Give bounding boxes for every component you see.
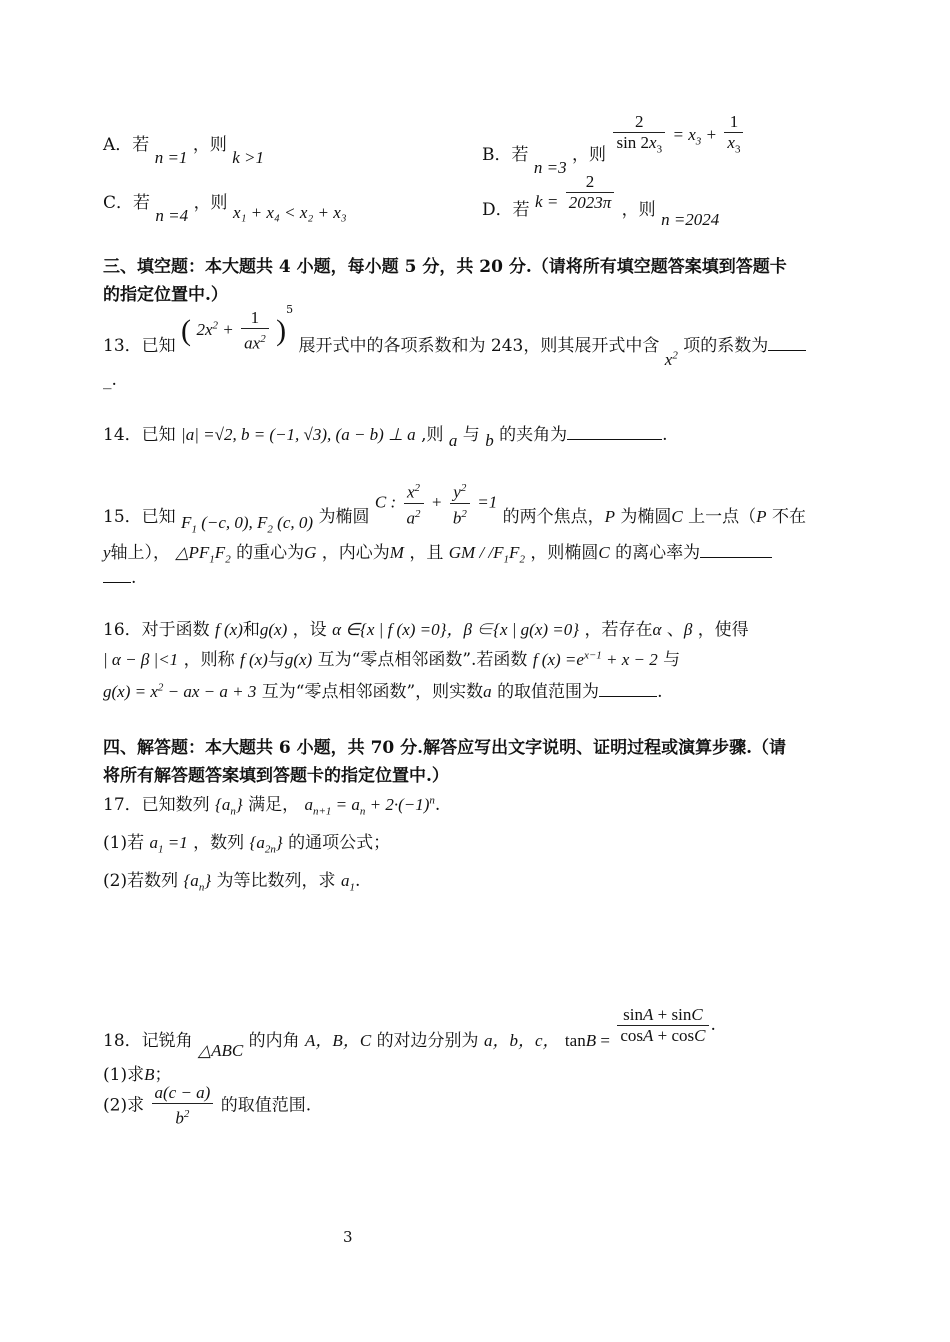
question-15: 15．已知 $F_1$ (−c, 0), $F_2$ (c, 0) 为椭圆 C : $\frac{x^2}{a^2}$ + $\frac{y^2}{b^2}$ =1 的两个焦点，P 为椭圆C 上一点（P 不在 (103, 478, 806, 528)
question-18-part1: (1)求B； (103, 1065, 172, 1085)
section-4-heading: 四、解答题：本大题共 6 小题，共 70 分.解答应写出文字说明、证明过程或演算步骤.（请 (103, 738, 786, 758)
question-15-line2: y轴上）， $\triangle PF_1F_2$ 的重心为G ，内心为M ，且 GM / $/F_1F_2$ ，则椭圆C 的离心率为 (103, 538, 772, 565)
option-b: B．若 n =3 ，则 $\frac{2}{\sin 2x_3}$ = $x_3$ + $\frac{1}{x_3}$ (482, 112, 745, 159)
question-17-part1: (1)若 $a_1 =1$ ，数列 $\{a_{2n}\}$ 的通项公式； (103, 833, 391, 856)
question-16-line2: | α − β |<1 ，则称 f (x)与g(x) 互为“零点相邻函数”.若函数 f $(x) =e^{x-1} + x - 2$ 与 (103, 649, 681, 670)
question-14: 14．已知 |a| =√2, b = (−1, √3), (a − b) ⊥ a ,则 a 与 b 的夹角为 . (103, 425, 668, 450)
question-16-line3: $g(x) = x^2$ − ax − a + 3 互为“零点相邻函数”，则实数a 的取值范围为 . (103, 681, 663, 702)
answer-blank-15[interactable] (700, 543, 772, 558)
answer-blank-16[interactable] (599, 682, 657, 697)
question-17: 17．已知数列 $\{a_n\}$ 满足， $a_{n+1} = a_n + 2\cdot(-1)^n$. (103, 794, 441, 818)
answer-blank-14[interactable] (567, 425, 662, 440)
question-17-part2: (2)若数列 $\{a_n\}$ 为等比数列，求 $a_1$. (103, 871, 361, 894)
section-3-heading-2: 的指定位置中.） (103, 285, 228, 305)
option-a-result: k >1 (232, 148, 265, 167)
option-c-result: x₁ + x₄ < x₂ + x₃ (232, 203, 347, 222)
question-18: 18．记锐角 △ABC 的内角 A，B，C 的对边分别为 a，b，c， tanB = $\frac{\sin A + \sin C}{\cos A + \cos C}$ . (103, 1005, 716, 1060)
page-number: 3 (343, 1228, 353, 1246)
option-c: C．若 n =4 ，则 x₁ + x₄ < x₂ + x₃ (103, 193, 347, 225)
section-4-heading-2: 将所有解答题答案填到答题卡的指定位置中.） (103, 766, 449, 786)
question-16: 16．对于函数 f (x)和g(x) ，设 α ∈{x | f (x) =0}，β ∈{x | g(x) =0} ，若存在α 、β ，使得 (103, 620, 749, 640)
option-a-condition: n =1 (154, 148, 188, 167)
section-3-heading: 三、填空题：本大题共 4 小题，每小题 5 分，共 20 分.（请将所有填空题答案填到答题卡 (103, 257, 787, 277)
question-18-part2: (2)求 $\frac{a(c - a)}{b^2}$ 的取值范围. (103, 1083, 312, 1128)
question-13: 13．已知 ( $2x^2$ + $\frac{1}{ax^2}$ )$^5$ 展开式中的各项系数和为 243，则其展开式中含 $x^2$ 项的系数为 (103, 308, 806, 354)
option-d-result: n =2024 (661, 210, 720, 229)
option-b-fraction: $\frac{2}{\sin 2x_3}$ (613, 112, 665, 159)
answer-blank-13[interactable] (768, 336, 806, 351)
option-a: A．若 n =1 ，则 k >1 (103, 135, 265, 167)
option-d: D．若 k = $\frac{2}{2023\pi}$ ，则 n =2024 (482, 172, 720, 229)
